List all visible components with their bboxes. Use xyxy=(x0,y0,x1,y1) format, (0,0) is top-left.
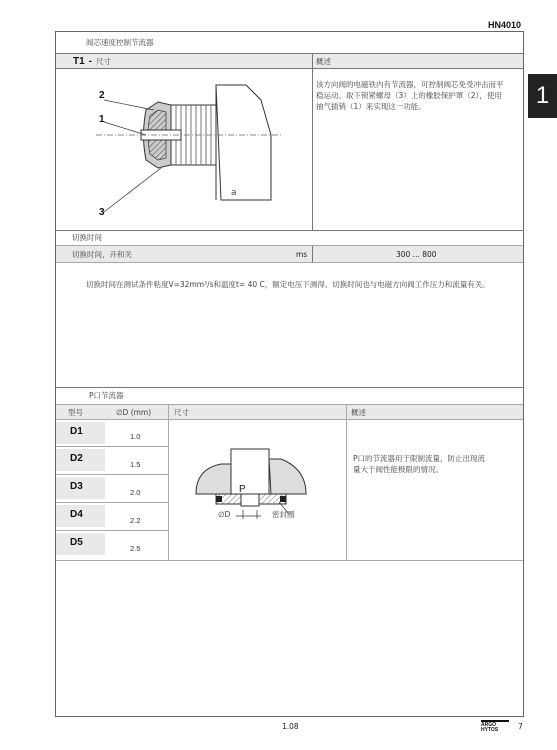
col-dimensions: 尺寸 xyxy=(174,408,189,417)
page-reference: 1.08 xyxy=(282,722,299,731)
callout-2: 2 xyxy=(99,90,105,101)
type-d4: D4 xyxy=(70,509,83,520)
overview-text-1: 该方向阀的电磁铁内有节流器，可控制阀芯免受冲击而平稳运动。取下锁紧螺母（3）上的橡胶保护罩（2），使用抽气插销（1）来实现这一功能。 xyxy=(316,80,504,111)
d2-value: 1.5 xyxy=(130,460,141,469)
overview-label-1: 概述 xyxy=(316,57,331,66)
callout-1: 1 xyxy=(99,114,105,125)
throttle-figure xyxy=(86,80,286,230)
type-d2: D2 xyxy=(70,453,83,464)
t1-code: T1 xyxy=(73,56,85,67)
document-code: HN4010 xyxy=(488,20,522,30)
switch-time-label: 切换时间，开和关 xyxy=(72,250,132,259)
page-number: 7 xyxy=(518,722,523,731)
fig-label-seal: 密封圈 xyxy=(272,510,295,519)
section2-title: 切换时间 xyxy=(72,233,102,242)
overview-text-3: P口的节流器用于限制流量，防止出现流量大于阀性能极限的情况。 xyxy=(353,454,486,474)
t1-label: 尺寸 xyxy=(96,57,112,66)
callout-3: 3 xyxy=(99,207,105,218)
section1-title: 阀芯速度控制节流器 xyxy=(86,38,154,47)
t1-heading xyxy=(73,56,111,68)
fig-label-p: P xyxy=(239,484,246,495)
col-overview: 概述 xyxy=(351,408,366,417)
switch-time-value: 300 ... 800 xyxy=(396,250,437,259)
label-a: a xyxy=(231,188,237,198)
d4-value: 2.2 xyxy=(130,516,141,525)
argo-hytos-logo: ARGO HYTOS xyxy=(481,720,509,733)
col-type: 型号 xyxy=(68,408,83,417)
t1-dash: - xyxy=(88,56,93,67)
type-d5: D5 xyxy=(70,537,83,548)
d3-value: 2.0 xyxy=(130,488,141,497)
chapter-tab: 1 xyxy=(528,74,557,118)
page-frame xyxy=(55,31,524,717)
type-d3: D3 xyxy=(70,481,83,492)
d1-value: 1.0 xyxy=(130,432,141,441)
section3-title: P口节流器 xyxy=(89,391,124,400)
d5-value: 2.5 xyxy=(130,544,141,553)
col-diameter: ∅D (mm) xyxy=(116,408,152,417)
switch-time-note: 切换时间在测试条件粘度V=32mm²/s和温度t= 40 C，额定电压下测得。切换时间也与电磁方向阀工作压力和流量有关。 xyxy=(86,280,490,289)
type-d1: D1 xyxy=(70,426,83,437)
switch-time-unit: ms xyxy=(296,250,308,259)
fig-label-d: ∅D xyxy=(218,510,231,519)
